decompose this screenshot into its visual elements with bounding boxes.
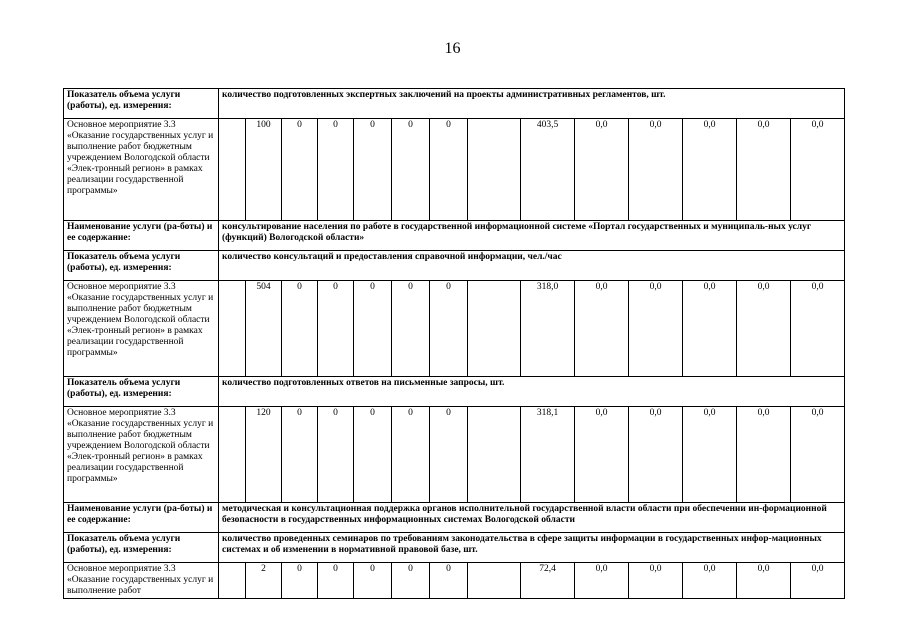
value-cell: [468, 563, 521, 599]
table-header-row: [64, 377, 845, 407]
value-cell: 0: [430, 119, 468, 221]
value-cell: 0,0: [575, 563, 629, 599]
activity-label: Основное мероприятие 3.3 «Оказание государственных услуг и выполнение работ бюджетным учреждением Вологодской области «Элек-тронный регион» в рамках реализации государственной программы»: [64, 119, 219, 221]
table-header-row: [64, 221, 845, 251]
table-body: [64, 89, 845, 599]
value-cell: 0: [354, 281, 392, 377]
value-cell: 0: [430, 407, 468, 503]
table-row: [64, 119, 845, 221]
value-cell: 0,0: [629, 407, 683, 503]
page-number: 16: [444, 40, 461, 57]
table-row: [64, 407, 845, 503]
value-cell: 0,0: [575, 407, 629, 503]
value-cell: 0,0: [629, 119, 683, 221]
value-cell: 0,0: [629, 281, 683, 377]
value-cell: 0: [392, 407, 430, 503]
value-cell: 0: [392, 563, 430, 599]
value-cell: 0,0: [791, 407, 845, 503]
indicator-label: Показатель объема услуги (работы), ед. измерения:: [64, 89, 219, 119]
value-cell: 0: [282, 281, 318, 377]
value-cell: [219, 119, 246, 221]
value-cell: 2: [246, 563, 282, 599]
value-cell: 0,0: [737, 563, 791, 599]
value-cell: 0: [282, 119, 318, 221]
indicator-label: Наименование услуги (ра-боты) и ее содержание:: [64, 221, 219, 251]
table-header-row: [64, 533, 845, 563]
value-cell: 0,0: [683, 119, 737, 221]
value-cell: 100: [246, 119, 282, 221]
value-cell: 0,0: [683, 281, 737, 377]
value-cell: 120: [246, 407, 282, 503]
value-cell: 0: [318, 407, 354, 503]
value-cell: 0: [318, 119, 354, 221]
service-indicator-table: [63, 88, 845, 599]
value-cell: 0,0: [737, 119, 791, 221]
value-cell: 504: [246, 281, 282, 377]
value-cell: 0: [392, 119, 430, 221]
indicator-description: методическая и консультационная поддержка органов исполнительной государственной власти области при обеспечении ин-формационной безопасности в государственных информационных системах Вологодской области: [219, 503, 845, 533]
value-cell: 0: [392, 281, 430, 377]
value-cell: 0: [430, 563, 468, 599]
indicator-label: Показатель объема услуги (работы), ед. измерения:: [64, 533, 219, 563]
value-cell: 0: [282, 407, 318, 503]
table-header-row: [64, 503, 845, 533]
value-cell: 403,5: [521, 119, 575, 221]
value-cell: 0,0: [791, 119, 845, 221]
indicator-description: количество проведенных семинаров по требованиям законодательства в сфере защиты информации в государственных инфор-мационных системах и об изменении в нормативной правовой базе, шт.: [219, 533, 845, 563]
activity-label: Основное мероприятие 3.3 «Оказание государственных услуг и выполнение работ: [64, 563, 219, 599]
value-cell: 318,0: [521, 281, 575, 377]
value-cell: 0: [282, 563, 318, 599]
value-cell: 318,1: [521, 407, 575, 503]
value-cell: 0,0: [629, 563, 683, 599]
value-cell: [219, 563, 246, 599]
value-cell: 0: [318, 281, 354, 377]
value-cell: 0,0: [683, 407, 737, 503]
value-cell: 0,0: [737, 281, 791, 377]
indicator-description: консультирование населения по работе в государственной информационной системе «Портал государственных и муниципаль-ных услуг (функций) Вологодской области»: [219, 221, 845, 251]
table-row: [64, 281, 845, 377]
value-cell: 0,0: [575, 281, 629, 377]
value-cell: 0: [318, 563, 354, 599]
indicator-label: Наименование услуги (ра-боты) и ее содержание:: [64, 503, 219, 533]
value-cell: 0,0: [737, 407, 791, 503]
activity-label: Основное мероприятие 3.3 «Оказание государственных услуг и выполнение работ бюджетным учреждением Вологодской области «Элек-тронный регион» в рамках реализации государственной программы»: [64, 407, 219, 503]
value-cell: 0,0: [791, 563, 845, 599]
value-cell: [219, 281, 246, 377]
table-row: [64, 563, 845, 599]
value-cell: 0: [354, 407, 392, 503]
indicator-description: количество подготовленных экспертных заключений на проекты административных регламентов, шт.: [219, 89, 845, 119]
value-cell: [219, 407, 246, 503]
indicator-label: Показатель объема услуги (работы), ед. измерения:: [64, 377, 219, 407]
indicator-description: количество подготовленных ответов на письменные запросы, шт.: [219, 377, 845, 407]
value-cell: [468, 407, 521, 503]
indicator-label: Показатель объема услуги (работы), ед. измерения:: [64, 251, 219, 281]
activity-label: Основное мероприятие 3.3 «Оказание государственных услуг и выполнение работ бюджетным учреждением Вологодской области «Элек-тронный регион» в рамках реализации государственной программы»: [64, 281, 219, 377]
value-cell: 0,0: [575, 119, 629, 221]
value-cell: 0: [354, 563, 392, 599]
value-cell: 0,0: [683, 563, 737, 599]
table-header-row: [64, 89, 845, 119]
indicator-description: количество консультаций и предоставления справочной информации, чел./час: [219, 251, 845, 281]
value-cell: 0,0: [791, 281, 845, 377]
value-cell: 0: [430, 281, 468, 377]
value-cell: [468, 119, 521, 221]
value-cell: [468, 281, 521, 377]
table-header-row: [64, 251, 845, 281]
value-cell: 72,4: [521, 563, 575, 599]
value-cell: 0: [354, 119, 392, 221]
